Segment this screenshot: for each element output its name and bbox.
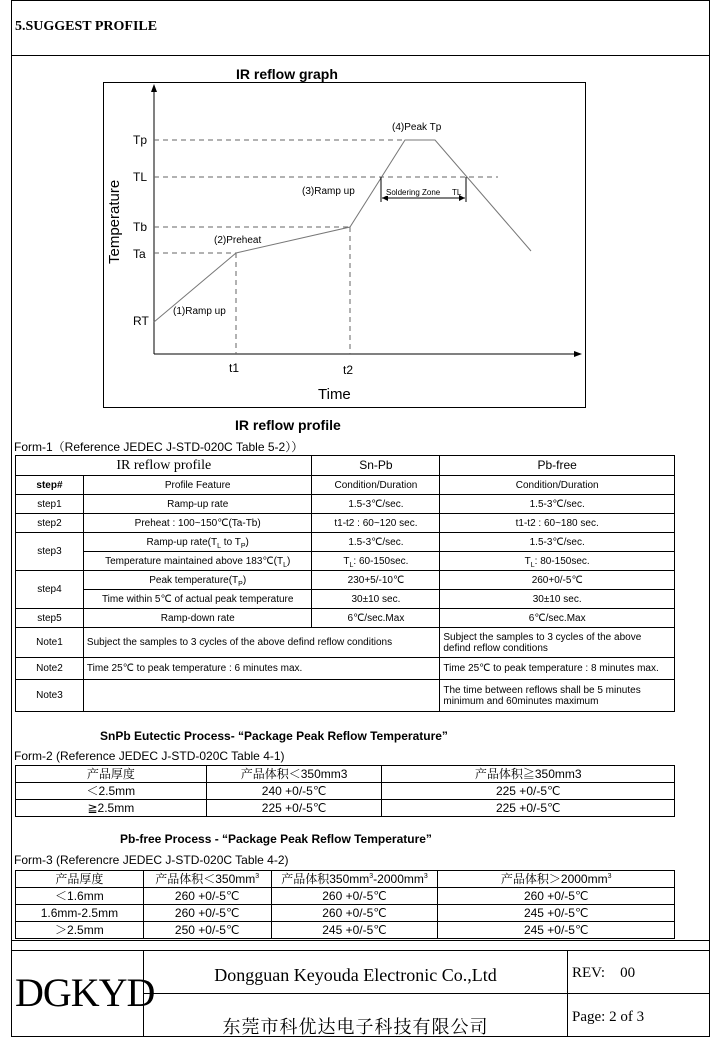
header-volume-large: 产品体积≧350mm3 <box>382 766 675 783</box>
pbfree-title: Pb-free Process - “Package Peak Reflow Temperature” <box>120 832 432 846</box>
snpb-title: SnPb Eutectic Process- “Package Peak Reflow Temperature” <box>100 729 448 743</box>
guide-lines <box>154 140 498 354</box>
table-row <box>16 609 675 628</box>
table-row <box>16 628 675 658</box>
snpb-table <box>15 765 675 817</box>
table-row <box>16 658 675 680</box>
form2-label: Form-2 (Reference JEDEC J-STD-020C Table 4-1) <box>14 749 285 763</box>
note-snpb: Subject the samples to 3 cycles of the above defind reflow conditions <box>83 628 439 658</box>
section-title: 5.SUGGEST PROFILE <box>15 19 158 34</box>
snpb-cell: t1-t2 : 60~120 sec. <box>312 514 440 533</box>
tick-tp: Tp <box>133 133 148 147</box>
profile-table <box>15 455 675 712</box>
tick-t2: t2 <box>343 363 354 377</box>
tick-t1: t1 <box>229 361 240 375</box>
footer-divider <box>11 940 710 941</box>
header-profile: IR reflow profile <box>16 456 312 476</box>
pbfree-cell: $T_L$: 80-150sec. <box>440 552 675 571</box>
step-cell: Note2 <box>16 658 84 680</box>
subheader-step: step# <box>16 476 84 495</box>
label-zone: Soldering Zone <box>386 188 441 197</box>
pbfree-cell: 260+0/-5℃ <box>440 571 675 590</box>
note-pbfree: Subject the samples to 3 cycles of the above defind reflow conditions <box>440 628 675 658</box>
table-row: 1.6mm-2.5mm 260 +0/-5℃ 260 +0/-5℃ 245 +0/-5℃ <box>16 905 675 922</box>
snpb-cell: 230+5/-10℃ <box>312 571 440 590</box>
pbfree-cell: t1-t2 : 60~180 sec. <box>440 514 675 533</box>
snpb-cell: 30±10 sec. <box>312 590 440 609</box>
graph-border <box>104 83 586 408</box>
pbfree-cell: 1.5-3℃/sec. <box>440 495 675 514</box>
note-pbfree: The time between reflows shall be 5 minutes minimum and 60minutes maximum <box>440 680 675 712</box>
table-row <box>16 571 675 590</box>
table-row <box>16 495 675 514</box>
subheader-feature: Profile Feature <box>83 476 312 495</box>
label-peak: (4)Peak Tp <box>392 122 442 133</box>
step-cell: step3 <box>16 533 84 571</box>
tick-rt: RT <box>133 314 149 328</box>
step-cell: Note1 <box>16 628 84 658</box>
step-cell: step5 <box>16 609 84 628</box>
header-volume-small: 产品体积$<350mm^3$ <box>143 871 271 888</box>
feature-cell: Ramp-up $rate(T_L$ to $T_P$) <box>83 533 312 552</box>
step-cell: step1 <box>16 495 84 514</box>
subheader-cond-pbfree: Condition/Duration <box>440 476 675 495</box>
company-name-en: Dongguan Keyouda Electronic Co.,Ltd <box>214 965 497 985</box>
step-cell: step4 <box>16 571 84 609</box>
header-volume-large: 产品体积$>2000mm^3$ <box>438 871 675 888</box>
label-ramp1: (1)Ramp up <box>173 306 226 317</box>
step-cell: step2 <box>16 514 84 533</box>
feature-cell: Temperature maintained above $183℃(T_L)$ <box>83 552 312 571</box>
table-row <box>16 680 675 712</box>
table-row <box>16 533 675 552</box>
page-number: Page: 2 of 3 <box>572 1009 645 1025</box>
header-volume-mid: 产品体积$350mm^3-2000mm^3$ <box>271 871 438 888</box>
y-axis-label: Temperature <box>106 179 123 264</box>
snpb-cell: 1.5-3℃/sec. <box>312 495 440 514</box>
footer <box>11 950 710 1037</box>
header-pbfree: Pb-free <box>440 456 675 476</box>
pbfree-table <box>15 870 675 939</box>
step-cell: Note3 <box>16 680 84 712</box>
note-snpb <box>83 680 439 712</box>
feature-cell: Ramp-up rate <box>83 495 312 514</box>
header-thickness: 产品厚度 <box>16 871 144 888</box>
table-row: ＜1.6mm 260 +0/-5℃ 260 +0/-5℃ 260 +0/-5℃ <box>16 888 675 905</box>
feature-cell: Preheat : 100~150℃(Ta-Tb) <box>83 514 312 533</box>
tick-ta: Ta <box>133 247 146 261</box>
pbfree-cell: 1.5-3℃/sec. <box>440 533 675 552</box>
table-row: ＞2.5mm 250 +0/-5℃ 245 +0/-5℃ 245 +0/-5℃ <box>16 922 675 939</box>
subheader-cond-snpb: Condition/Duration <box>312 476 440 495</box>
table-row: ≧2.5mm 225 +0/-5℃ 225 +0/-5℃ <box>16 800 675 817</box>
label-tl: TL <box>452 188 462 197</box>
divider <box>11 55 710 56</box>
feature-cell: Time within 5℃ of actual peak temperature <box>83 590 312 609</box>
header-snpb: Sn-Pb <box>312 456 440 476</box>
table-row <box>16 590 675 609</box>
profile-curve <box>154 140 531 322</box>
graph-title: IR reflow graph <box>236 66 338 82</box>
table-row <box>16 552 675 571</box>
table-row <box>16 514 675 533</box>
form1-label: Form-1（Reference JEDEC J-STD-020C Table 5-2）） <box>14 440 304 454</box>
label-ramp3: (3)Ramp up <box>302 186 355 197</box>
note-pbfree: Time 25℃ to peak temperature : 8 minutes max. <box>440 658 675 680</box>
table-row: ＜2.5mm 240 +0/-5℃ 225 +0/-5℃ <box>16 783 675 800</box>
feature-cell: Peak $temperature(T_P)$ <box>83 571 312 590</box>
header-thickness: 产品厚度 <box>16 766 207 783</box>
label-preheat: (2)Preheat <box>214 235 262 246</box>
snpb-cell: $T_L$: 60-150sec. <box>312 552 440 571</box>
snpb-cell: 1.5-3℃/sec. <box>312 533 440 552</box>
pbfree-cell: 6℃/sec.Max <box>440 609 675 628</box>
profile-title: IR reflow profile <box>235 417 341 433</box>
reflow-graph <box>103 82 587 409</box>
form3-label: Form-3 (Referencre JEDEC J-STD-020C Table 4-2) <box>14 853 289 867</box>
x-axis-label: Time <box>318 386 351 403</box>
revision: REV: 00 <box>572 965 636 981</box>
company-name-cn: 东莞市科优达电子科技有限公司 <box>222 1017 489 1037</box>
pbfree-cell: 30±10 sec. <box>440 590 675 609</box>
feature-cell: Ramp-down rate <box>83 609 312 628</box>
header-volume-small: 产品体积＜350mm3 <box>206 766 382 783</box>
tick-tb: Tb <box>133 220 148 234</box>
x-axis-arrow <box>574 351 582 357</box>
y-axis-arrow <box>151 84 157 92</box>
company-logo: DGKYD <box>15 970 155 1015</box>
tick-tl: TL <box>133 170 148 184</box>
note-snpb: Time 25℃ to peak temperature : 6 minutes max. <box>83 658 439 680</box>
snpb-cell: 6℃/sec.Max <box>312 609 440 628</box>
